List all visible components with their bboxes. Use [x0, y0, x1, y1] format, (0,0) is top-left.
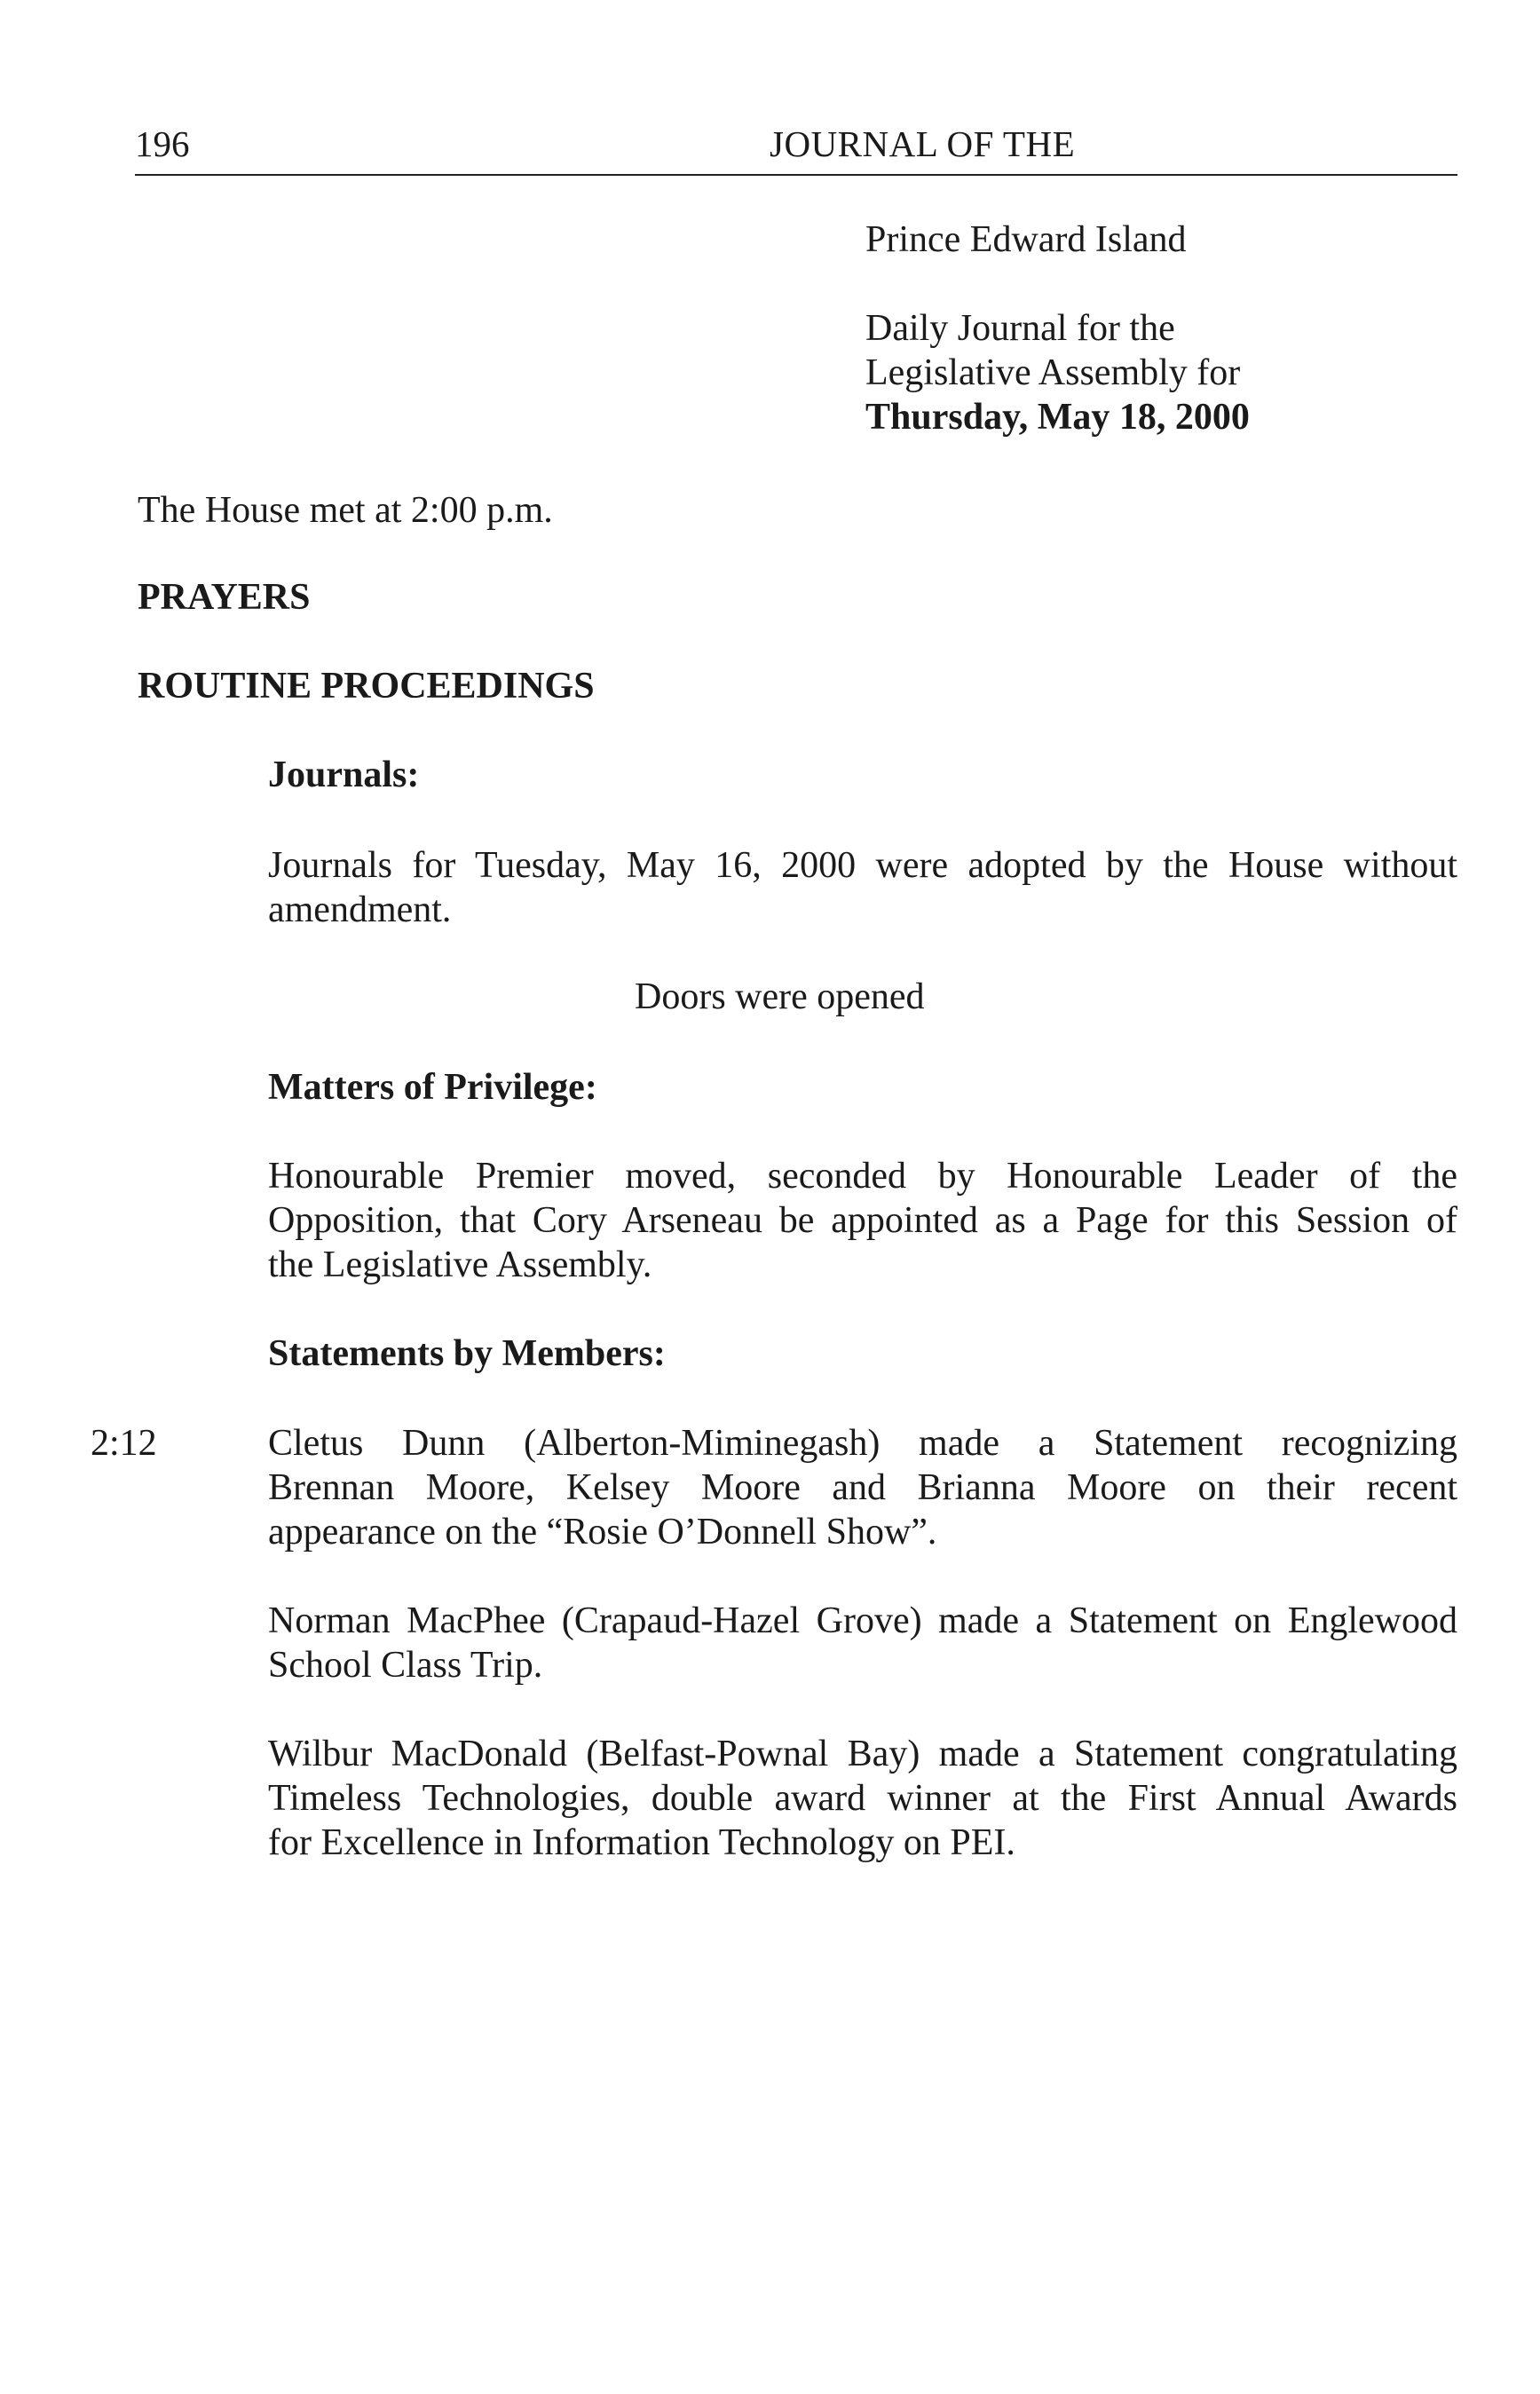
statement-paragraph	[268, 1732, 1457, 1865]
statement-time: 2:12	[91, 1423, 157, 1464]
paragraph-line: Norman MacPhee (Crapaud-Hazel Grove) made a Statement on Englewood	[268, 1600, 1457, 1641]
journals-heading: Journals:	[268, 755, 420, 795]
matters-of-privilege-heading: Matters of Privilege:	[268, 1067, 597, 1108]
routine-proceedings-heading: ROUTINE PROCEEDINGS	[138, 666, 595, 707]
paragraph-line: the Legislative Assembly.	[268, 1244, 652, 1285]
paragraph-line: appearance on the “Rosie O’Donnell Show”.	[268, 1512, 937, 1553]
sitting-date: Thursday, May 18, 2000	[865, 397, 1250, 438]
journals-paragraph	[268, 843, 1457, 932]
prayers-heading: PRAYERS	[138, 577, 311, 618]
paragraph-line: amendment.	[268, 889, 452, 930]
statement-paragraph	[268, 1599, 1457, 1687]
paragraph-line: Journals for Tuesday, May 16, 2000 were adopted by the House without	[268, 845, 1457, 886]
journal-title-line2: Legislative Assembly for	[865, 352, 1241, 393]
page-header	[135, 117, 1457, 176]
paragraph-line: Wilbur MacDonald (Belfast-Pownal Bay) made a Statement congratulating	[268, 1734, 1457, 1774]
privilege-paragraph	[268, 1154, 1457, 1287]
running-head: JOURNAL OF THE	[770, 123, 1076, 164]
paragraph-line: Honourable Premier moved, seconded by Honourable Leader of the	[268, 1156, 1457, 1197]
journal-title-line1: Daily Journal for the	[865, 308, 1175, 349]
paragraph-line: for Excellence in Information Technology on PEI.	[268, 1822, 1015, 1863]
statement-paragraph	[268, 1421, 1457, 1554]
paragraph-line: Brennan Moore, Kelsey Moore and Brianna Moore on their recent	[268, 1467, 1457, 1508]
paragraph-line: Timeless Technologies, double award winner at the First Annual Awards	[268, 1778, 1457, 1819]
doors-opened-note: Doors were opened	[635, 976, 925, 1017]
house-met-time: The House met at 2:00 p.m.	[138, 490, 553, 531]
paragraph-line: Cletus Dunn (Alberton-Miminegash) made a Statement recognizing	[268, 1423, 1457, 1464]
page-number: 196	[135, 123, 190, 164]
paragraph-line: Opposition, that Cory Arseneau be appointed as a Page for this Session of	[268, 1200, 1457, 1241]
paragraph-line: School Class Trip.	[268, 1645, 543, 1686]
statements-by-members-heading: Statements by Members:	[268, 1333, 666, 1374]
province-name: Prince Edward Island	[865, 219, 1187, 260]
